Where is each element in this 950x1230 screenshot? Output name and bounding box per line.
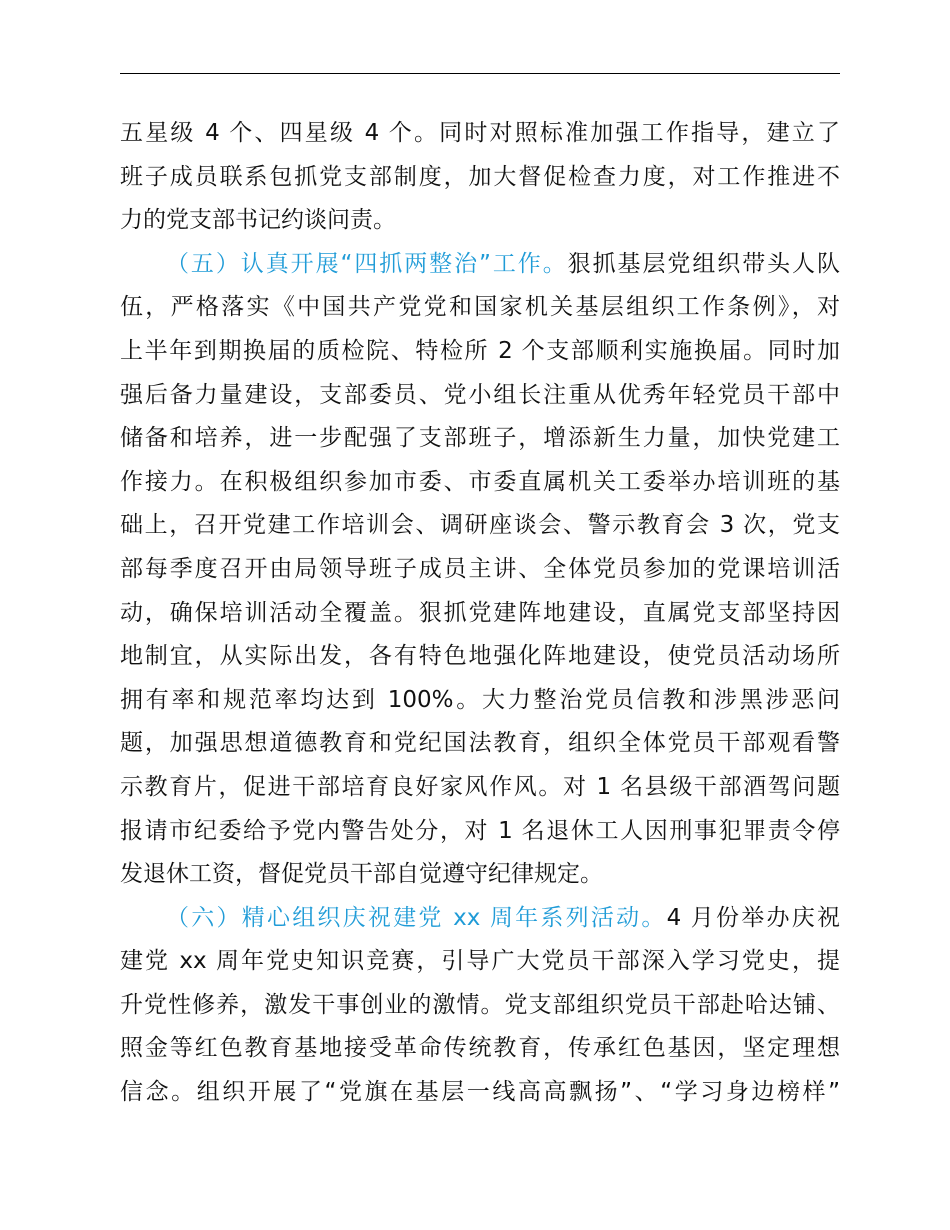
- text-line: 照金等红色教育基地接受革命传统教育，传承红色基因，坚定理想: [120, 1035, 840, 1062]
- text-line: 作接力。在积极组织参加市委、市委直属机关工委举办培训班的基: [120, 468, 840, 495]
- text-line: 升党性修养，激发干事创业的激情。党支部组织党员干部赴哈达铺、: [120, 991, 840, 1018]
- section-heading-five: （五）认真开展“四抓两整治”工作。: [166, 250, 568, 277]
- text-line: 地制宜，从实际出发，各有特色地强化阵地建设，使党员活动场所: [120, 643, 840, 670]
- text-line: 部每季度召开由局领导班子成员主讲、全体党员参加的党课培训活: [120, 555, 840, 582]
- text-line: 础上，召开党建工作培训会、调研座谈会、警示教育会 3 次，党支: [120, 512, 840, 539]
- text-line: 报请市纪委给予党内警告处分，对 1 名退休工人因刑事犯罪责令停: [120, 817, 840, 844]
- text-run: 4 月份举办庆祝: [666, 904, 840, 931]
- text-line: 力的党支部书记约谈问责。: [120, 207, 396, 234]
- paragraph-continuation: [120, 112, 840, 243]
- header-rule: [120, 73, 840, 74]
- text-line: 储备和培养，进一步配强了支部班子，增添新生力量，加快党建工: [120, 425, 840, 452]
- paragraph-section-five: [120, 243, 840, 897]
- paragraph-first-line: [120, 243, 840, 287]
- text-line: 班子成员联系包抓党支部制度，加大督促检查力度，对工作推进不: [120, 163, 840, 190]
- text-line: 五星级 4 个、四星级 4 个。同时对照标准加强工作指导，建立了: [120, 120, 840, 146]
- text-line: 示教育片，促进干部培育良好家风作风。对 1 名县级干部酒驾问题: [120, 773, 840, 800]
- text-line: 上半年到期换届的质检院、特检所 2 个支部顺利实施换届。同时加: [120, 337, 840, 364]
- paragraph-first-line: [120, 897, 840, 941]
- section-heading-six: （六）精心组织庆祝建党 xx 周年系列活动。: [166, 904, 667, 931]
- text-line: 动，确保培训活动全覆盖。狠抓党建阵地建设，直属党支部坚持因: [120, 599, 840, 626]
- text-line: 拥有率和规范率均达到 100%。大力整治党员信教和涉黑涉恶问: [120, 686, 840, 713]
- text-line: 发退休工资，督促党员干部自觉遵守纪律规定。: [120, 861, 603, 888]
- text-line: 伍，严格落实《中国共产党党和国家机关基层组织工作条例》，对: [120, 294, 840, 321]
- text-line: 建党 xx 周年党史知识竞赛，引导广大党员干部深入学习党史，提: [120, 948, 840, 975]
- text-line: 题，加强思想道德教育和党纪国法教育，组织全体党员干部观看警: [120, 730, 840, 757]
- document-body: [120, 112, 840, 1115]
- text-run: 狠抓基层党组织带头人队: [567, 250, 840, 277]
- paragraph-section-six: [120, 897, 840, 1115]
- text-line: 强后备力量建设，支部委员、党小组长注重从优秀年轻党员干部中: [120, 381, 840, 408]
- text-line: 信念。组织开展了“党旗在基层一线高高飘扬”、“学习身边榜样”: [120, 1079, 840, 1106]
